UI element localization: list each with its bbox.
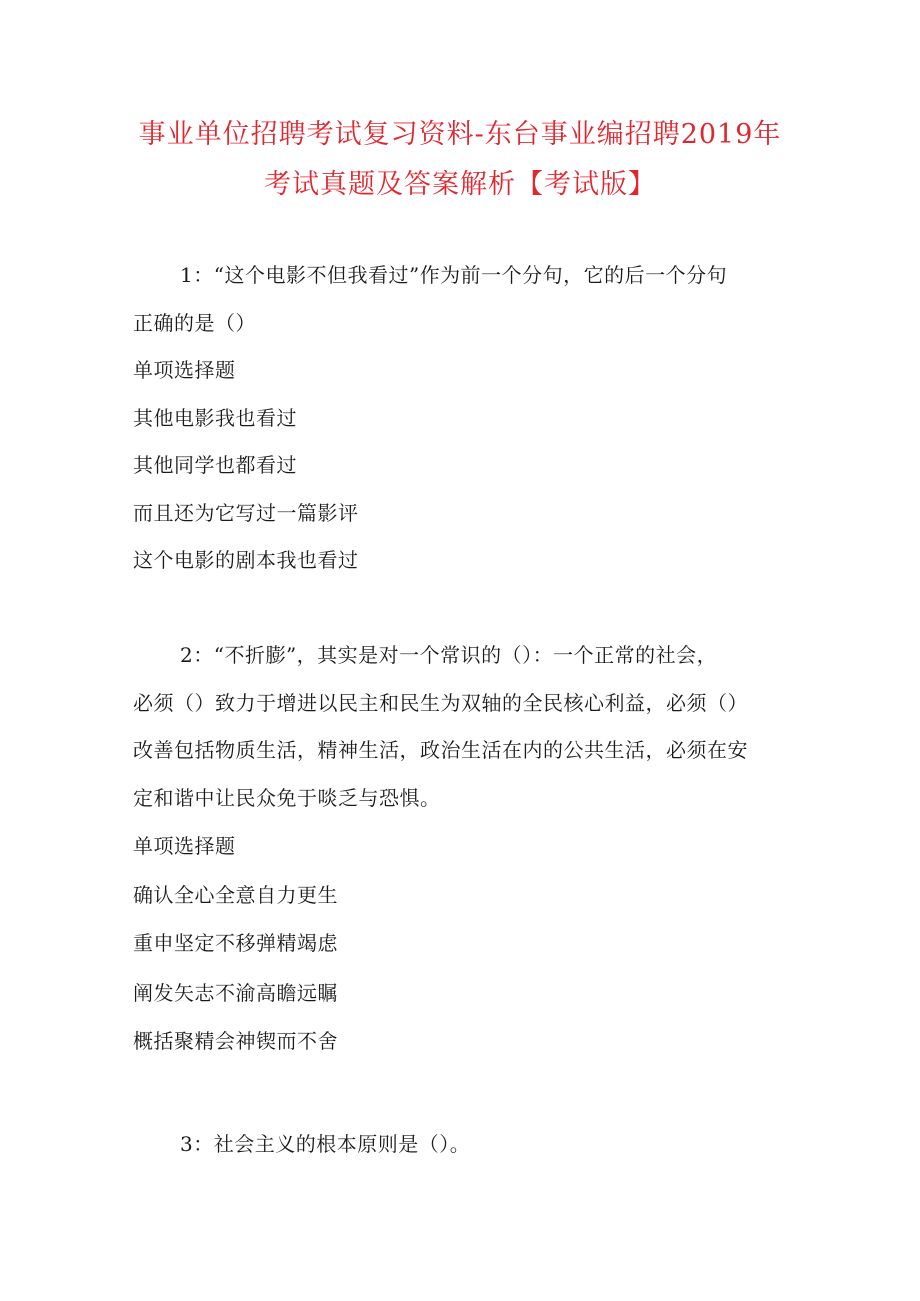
question-2-option-d: 概括聚精会神锲而不舍: [133, 1029, 338, 1053]
question-1-option-c: 而且还为它写过一篇影评: [133, 501, 359, 525]
question-2-option-c: 阐发矢志不渝高瞻远瞩: [133, 981, 338, 1005]
question-2-stem-line-4: 定和谐中让民众免于啖乏与恐惧。: [133, 786, 441, 810]
document-title-line-1: 事业单位招聘考试复习资料-东台事业编招聘2019年: [138, 119, 782, 150]
question-2-type: 单项选择题: [133, 834, 236, 858]
question-2-stem-line-3: 改善包括物质生活，精神生活，政治生活在内的公共生活，必须在安: [133, 738, 748, 762]
question-1-option-a: 其他电影我也看过: [133, 406, 297, 430]
question-2-option-a: 确认全心全意自力更生: [133, 883, 338, 907]
question-1-stem-line-2: 正确的是（）: [133, 311, 256, 335]
document-title-line-2: 考试真题及答案解析【考试版】: [264, 169, 656, 200]
question-1-stem-line-1: 1：“这个电影不但我看过”作为前一个分句，它的后一个分句: [180, 263, 728, 287]
question-3-stem-line-1: 3：社会主义的根本原则是（）。: [180, 1132, 471, 1156]
question-2-stem-line-1: 2：“不折膨”，其实是对一个常识的（）：一个正常的社会，: [180, 643, 718, 667]
question-1-option-d: 这个电影的剧本我也看过: [133, 548, 359, 572]
question-2-option-b: 重申坚定不移弹精竭虑: [133, 931, 338, 955]
question-1-type: 单项选择题: [133, 358, 236, 382]
question-1-option-b: 其他同学也都看过: [133, 453, 297, 477]
question-2-stem-line-2: 必须（）致力于增进以民主和民生为双轴的全民核心利益，必须（）: [133, 691, 748, 715]
